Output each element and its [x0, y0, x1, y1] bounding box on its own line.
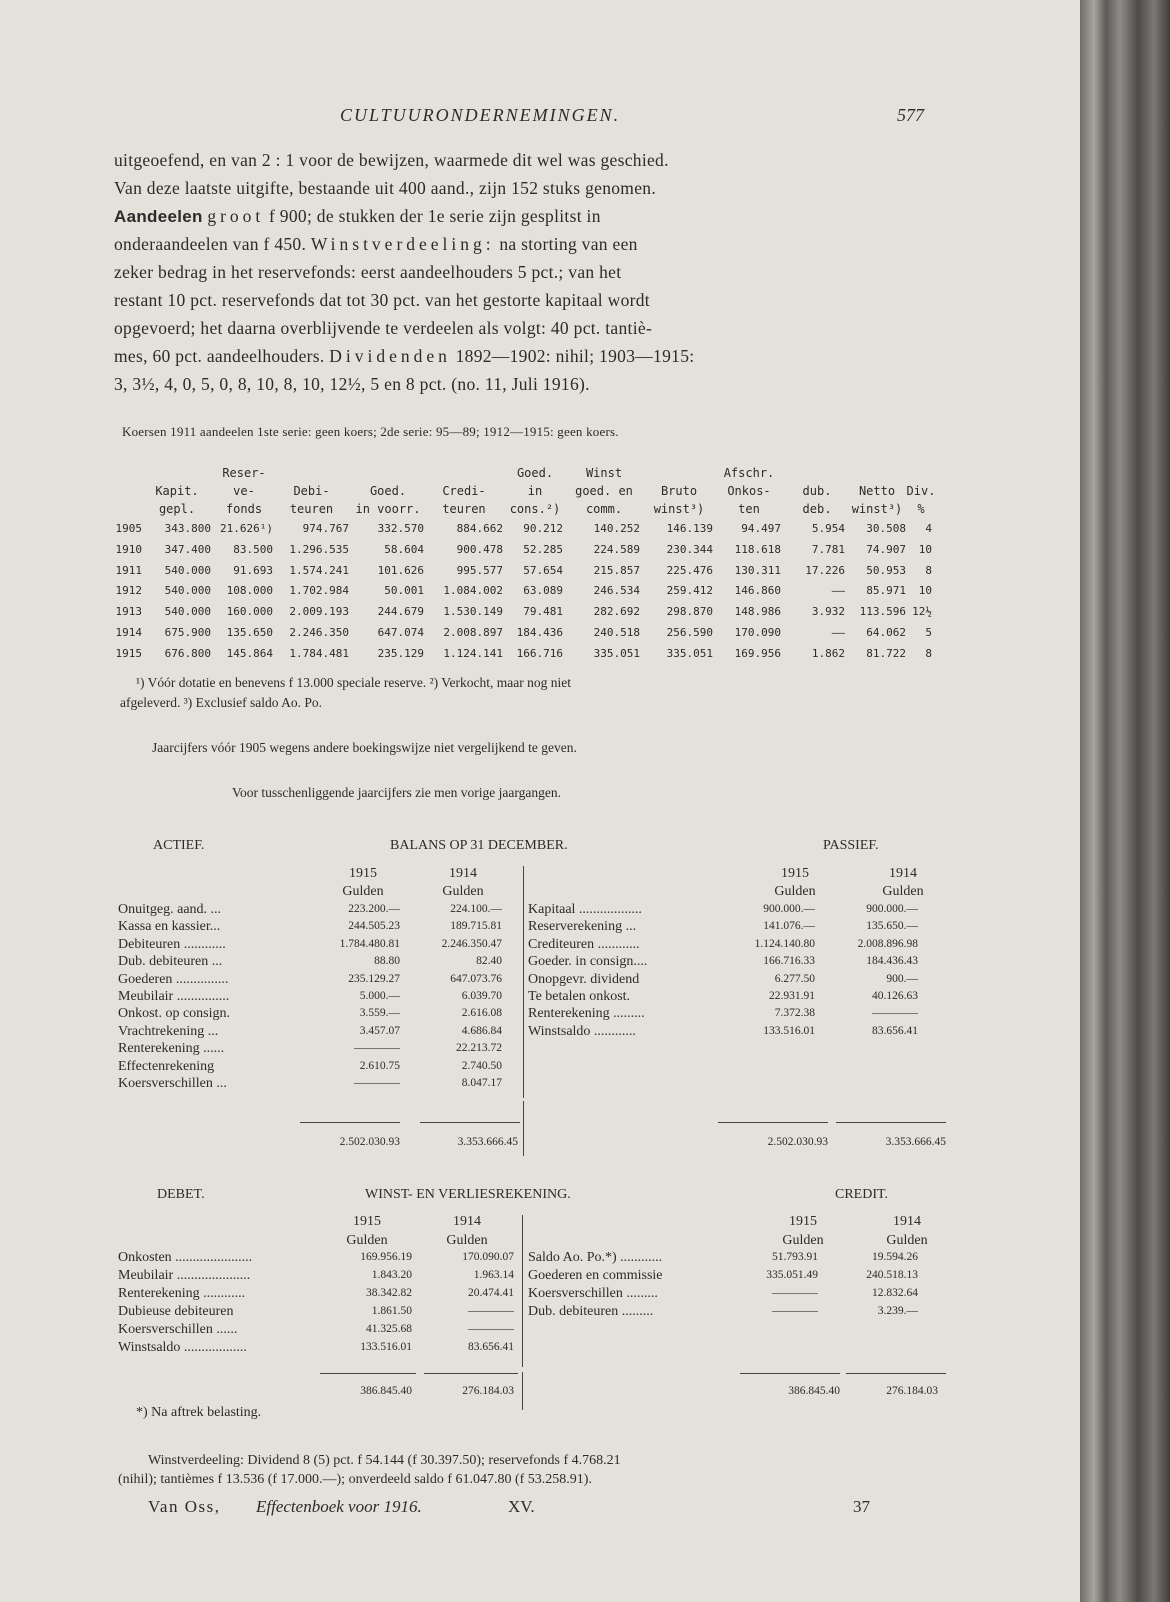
table-cell: 335.051: [593, 646, 640, 660]
winst-credit-label: Saldo Ao. Po.*) ............: [528, 1250, 663, 1265]
jaarcijfers-note: Jaarcijfers vóór 1905 wegens andere boekingswijze niet vergelijkend te geven.: [152, 740, 577, 755]
table-cell: 335.051: [666, 646, 713, 660]
balans-passief-value-1914: 900.000.—: [866, 903, 918, 915]
balans-actief-value-1914: 2.616.08: [461, 1007, 502, 1020]
table-cell: 140.252: [593, 522, 640, 535]
winst-footnote: *) Na aftrek belasting.: [136, 1405, 262, 1420]
balans-passief-value-1914: 2.008.896.98: [857, 937, 918, 950]
balans-actief-value-1914: 224.100.—: [450, 903, 502, 915]
body-line-8-b: 1892—1902: nihil; 1903—1915:: [455, 346, 695, 366]
balans-actief-value-1914: 2.246.350.47: [441, 937, 502, 950]
balans-actief-label: Koersverschillen ...: [118, 1076, 227, 1091]
table-cell: 130.311: [734, 563, 781, 577]
winst-credit-value-1914: 19.594.26: [872, 1251, 918, 1263]
table-header-cell: Debi-: [293, 484, 330, 498]
winst-right-year1: 1915: [789, 1214, 817, 1229]
table-cell: 995.577: [456, 563, 503, 577]
table-cell: 91.693: [233, 563, 273, 577]
balans-actief-value-1914: 2.740.50: [461, 1059, 502, 1072]
balans-passief-label: Crediteuren ............: [528, 936, 640, 952]
table-cell: 244.679: [377, 605, 424, 619]
body-line-9: 3, 3½, 4, 0, 5, 0, 8, 10, 8, 10, 12½, 5 en 8 pct. (no. 11, Juli 1916).: [114, 374, 590, 394]
table-cell: 5: [925, 626, 932, 639]
winst-right-rule-2: [846, 1373, 946, 1374]
winst-right-total-1915: 386.845.40: [788, 1385, 840, 1397]
winst-left-rule-1: [320, 1373, 416, 1374]
table-cell: 259.412: [666, 584, 713, 598]
table-row-year: 1913: [115, 605, 142, 619]
balans-right-unit1: Gulden: [774, 884, 816, 899]
table-cell: 540.000: [164, 584, 211, 598]
table-header-cell: Winst: [585, 466, 623, 480]
table-cell: 52.285: [523, 542, 563, 556]
winst-credit-value-1914: 240.518.13: [866, 1269, 918, 1281]
balans-divider: [523, 866, 524, 1098]
winst-debet-label: Dubieuse debiteuren: [118, 1304, 234, 1319]
table-header-cell: winst³): [653, 502, 705, 516]
balans-passief-value-1915: 166.716.33: [763, 955, 815, 968]
table-row-year: 1914: [115, 626, 142, 639]
table-cell: 50.001: [384, 584, 424, 598]
balans-actief-value-1914: 647.073.76: [450, 972, 502, 985]
winst-debet-value-1914: 170.090.07: [462, 1251, 514, 1263]
table-cell: 540.000: [164, 605, 211, 619]
winst-debet-value-1914: ————: [468, 1323, 514, 1335]
voor-note: Voor tusschenliggende jaarcijfers zie men vorige jaargangen.: [232, 785, 562, 800]
winst-debet-value-1915: 169.956.19: [360, 1251, 412, 1263]
balans-actief-label: Effectenrekening: [118, 1058, 215, 1074]
table-cell: 21.626¹): [220, 522, 273, 535]
closing-line-2: (nihil); tantièmes f 13.536 (f 17.000.—); onverdeeld saldo f 61.047.80 (f 53.258.91).: [118, 1472, 592, 1487]
winst-debet-value-1915: 41.325.68: [366, 1323, 412, 1335]
balans-actief-value-1915: 3.559.—: [359, 1007, 400, 1020]
winst-credit-label: Koersverschillen .........: [528, 1286, 658, 1301]
balans-actief-value-1914: 4.686.84: [461, 1024, 502, 1037]
table-cell: 30.508: [866, 522, 906, 535]
table-cell: 170.090: [734, 626, 781, 639]
balans-left-year2: 1914: [449, 866, 477, 881]
table-cell: 166.716: [516, 646, 563, 660]
table-header-cell: Goed.: [369, 484, 407, 498]
winst-debet-value-1915: 1.861.50: [371, 1305, 412, 1317]
table-cell: 8: [925, 646, 932, 660]
balans-actief-label: Kassa en kassier...: [118, 919, 221, 935]
winst-left-unit1: Gulden: [346, 1233, 388, 1248]
table-cell: 240.518: [593, 626, 640, 639]
body-line-5: zeker bedrag in het reservefonds: eerst aandeelhouders 5 pct.; van het: [114, 262, 622, 282]
table-cell: 7.781: [811, 542, 845, 556]
table-cell: 2.008.897: [443, 626, 503, 639]
table-cell: 10: [918, 542, 932, 556]
table-cell: 118.618: [734, 542, 781, 556]
balans-left-total-1914: 3.353.666.45: [457, 1136, 518, 1148]
winst-right-rule-1: [740, 1373, 840, 1374]
balans-actief-label: Onuitgeg. aand. ...: [118, 902, 222, 917]
winst-credit-value-1914: 3.239.—: [877, 1305, 918, 1317]
running-title: CULTUURONDERNEMINGEN.: [340, 105, 621, 125]
groot-word: groot: [207, 206, 265, 226]
winst-credit-label: Goederen en commissie: [528, 1268, 663, 1283]
table-header-cell: teuren: [442, 502, 486, 516]
table-cell: 2.246.350: [289, 626, 349, 639]
winst-left-year2: 1914: [453, 1214, 481, 1229]
table-cell: 79.481: [523, 605, 563, 619]
balans-actief-label: Meubilair ...............: [118, 989, 230, 1004]
table-cell: ——: [831, 584, 845, 598]
table-cell: 900.478: [456, 542, 503, 556]
winst-right-total-1914: 276.184.03: [886, 1385, 938, 1397]
body-line-2: Van deze laatste uitgifte, bestaande uit 400 aand., zijn 152 stuks genomen.: [114, 178, 657, 198]
footer-author: Van Oss,: [148, 1497, 221, 1516]
balans-actief-value-1915: 5.000.—: [359, 990, 400, 1002]
closing-line-1: Winstverdeeling: Dividend 8 (5) pct. f 54.144 (f 30.397.50); reservefonds f 4.768.21: [148, 1453, 621, 1468]
table-cell: 146.139: [666, 522, 713, 535]
table-cell: 347.400: [164, 542, 211, 556]
table-cell: 1.862: [811, 646, 845, 660]
balans-title: BALANS OP 31 DECEMBER.: [390, 838, 568, 853]
balans-right-rule-2: [836, 1122, 946, 1123]
footer-sheet-number: 37: [853, 1497, 870, 1516]
winst-debet-value-1914: 1.963.14: [473, 1269, 514, 1281]
balans-passief-value-1914: 135.650.—: [866, 920, 918, 933]
table-cell: 81.722: [866, 646, 906, 660]
table-cell: 1.530.149: [443, 605, 503, 619]
balans-passief-value-1915: 7.372.38: [774, 1007, 815, 1020]
balans-actief-label: Renterekening ......: [118, 1041, 225, 1057]
balans-passief-value-1914: 40.126.63: [872, 990, 918, 1002]
table-cell: 64.062: [866, 626, 906, 639]
table-header-cell: teuren: [289, 502, 334, 516]
table-cell: 298.870: [666, 605, 713, 619]
table-cell: 675.900: [164, 626, 211, 639]
winst-debet-value-1915: 1.843.20: [371, 1269, 412, 1281]
balans-actief-value-1915: ————: [354, 1077, 400, 1089]
balans-passief-label: Goeder. in consign....: [528, 954, 648, 970]
balans-actief-value-1914: 6.039.70: [461, 990, 502, 1002]
winst-credit-value-1915: ————: [772, 1287, 818, 1299]
table-cell: ——: [831, 626, 845, 639]
body-line-8-a: mes, 60 pct. aandeelhouders.: [114, 346, 325, 366]
winst-credit-value-1915: 335.051.49: [766, 1269, 818, 1281]
footer-volume: XV.: [508, 1497, 535, 1516]
balans-actief-value-1915: 88.80: [374, 955, 400, 968]
body-line-1: uitgeoefend, en van 2 : 1 voor de bewijzen, waarmede dit wel was geschied.: [114, 150, 669, 170]
table-cell: 235.129: [377, 646, 424, 660]
winst-credit-value-1915: 51.793.91: [772, 1251, 818, 1263]
balans-actief-value-1915: 223.200.—: [348, 903, 400, 915]
table-cell: 1.574.241: [289, 563, 349, 577]
balans-passief-value-1914: 900.—: [886, 972, 918, 985]
table-header-cell: Credi-: [442, 484, 486, 498]
table-cell: 1.784.481: [289, 646, 349, 660]
winst-debet-label: Koersverschillen ......: [118, 1322, 238, 1337]
balans-actief-value-1915: 3.457.07: [359, 1024, 400, 1037]
balans-actief-label: Onkost. op consign.: [118, 1006, 230, 1022]
winst-debet-label: Onkosten ......................: [118, 1250, 253, 1265]
balans-actief-value-1915: 235.129.27: [348, 972, 400, 985]
body-line-3: [114, 206, 601, 227]
table-cell: 1.124.141: [443, 646, 503, 660]
table-header-cell: Netto: [858, 484, 896, 498]
table-header-cell: Kapit.: [155, 484, 199, 498]
table-cell: 246.534: [593, 584, 640, 598]
winst-debet-value-1915: 38.342.82: [366, 1287, 412, 1299]
balans-right-year2: 1914: [889, 866, 917, 881]
table-header-cell: in: [527, 484, 543, 498]
balans-passief-label: Te betalen onkost.: [528, 989, 631, 1004]
table-cell: 50.953: [866, 563, 906, 577]
winst-debet-label: Meubilair .....................: [118, 1268, 251, 1283]
table-cell: 108.000: [226, 584, 273, 598]
winst-right-year2: 1914: [893, 1214, 921, 1229]
table-header-cell: comm.: [585, 502, 623, 516]
table-header-cell: cons.²): [509, 502, 561, 516]
table-cell: 12½: [912, 605, 932, 619]
table-row-year: 1905: [115, 522, 142, 535]
table-cell: 83.500: [233, 542, 273, 556]
table-cell: 58.604: [384, 542, 424, 556]
table-cell: 101.626: [377, 563, 424, 577]
winst-left-total-1915: 386.845.40: [360, 1385, 412, 1397]
table-header-cell: ve-: [233, 484, 255, 498]
balans-passief-label: Renterekening .........: [528, 1006, 645, 1022]
balans-actief-label: Dub. debiteuren ...: [118, 954, 223, 970]
table-header-cell: dub.: [802, 484, 832, 498]
balans-passief-value-1915: 133.516.01: [763, 1024, 815, 1037]
footer-book-title: Effectenboek voor 1916.: [256, 1497, 422, 1516]
table-cell: 540.000: [164, 563, 211, 577]
table-cell: 3.932: [811, 605, 845, 619]
table-cell: 17.226: [805, 563, 845, 577]
balans-actief-label: Goederen ...............: [118, 971, 229, 987]
winst-debet-value-1914: 20.474.41: [468, 1287, 514, 1299]
table-header-cell: goed. en: [575, 484, 633, 498]
table-row-year: 1911: [115, 563, 142, 577]
table-header-cell: Afschr.: [723, 466, 775, 480]
balans-passief-value-1915: 22.931.91: [769, 990, 815, 1002]
table-cell: 5.954: [811, 522, 845, 535]
balans-passief-value-1915: 900.000.—: [763, 903, 815, 915]
table-cell: 332.570: [377, 522, 424, 535]
table-cell: 256.590: [666, 626, 713, 639]
table-cell: 4: [925, 522, 932, 535]
balans-actief-value-1914: 22.213.72: [456, 1042, 502, 1055]
table-cell: 74.907: [866, 542, 906, 556]
balans-passief-value-1915: 141.076.—: [763, 920, 815, 933]
table-cell: 343.800: [164, 522, 211, 535]
winst-credit-label: Dub. debiteuren .........: [528, 1304, 654, 1319]
table-cell: 57.654: [523, 563, 563, 577]
table-cell: 135.650: [226, 626, 273, 639]
balans-passief-label: Onopgevr. dividend: [528, 971, 640, 987]
table-header-cell: gepl.: [158, 502, 196, 516]
table-cell: 145.864: [226, 646, 273, 660]
balans-passief-label: Reserverekening ...: [528, 919, 637, 935]
winst-left-unit2: Gulden: [446, 1233, 488, 1248]
table-header-cell: Goed.: [516, 466, 554, 480]
balans-right-title: PASSIEF.: [823, 838, 879, 853]
table-header-cell: Div.: [906, 484, 936, 498]
body-line-3-rest: f 900; de stukken der 1e serie zijn gesplitst in: [269, 206, 601, 226]
table-header-cell: Bruto: [660, 484, 698, 498]
table-cell: 113.596: [859, 605, 906, 619]
balans-passief-label: Winstsaldo ............: [528, 1023, 636, 1039]
balans-actief-value-1915: ————: [354, 1042, 400, 1055]
balans-divider-total: [523, 1101, 524, 1156]
table-header-cell: Reser-: [222, 466, 266, 480]
balans-passief-value-1914: 83.656.41: [872, 1024, 918, 1037]
table-header-cell: ten: [738, 502, 760, 516]
winst-title: WINST- EN VERLIESREKENING.: [365, 1187, 571, 1202]
balans-left-title: ACTIEF.: [153, 838, 205, 853]
balans-left-unit1: Gulden: [342, 884, 384, 899]
table-cell: 85.971: [866, 584, 906, 598]
table-row-year: 1910: [115, 542, 142, 556]
table-cell: 230.344: [666, 542, 713, 556]
table-cell: 63.089: [523, 584, 563, 598]
table-cell: 1.084.002: [443, 584, 503, 598]
table-header-cell: %: [917, 502, 925, 516]
balans-right-total-1915: 2.502.030.93: [767, 1136, 828, 1148]
table-cell: 94.497: [741, 522, 781, 535]
winst-debet-label: Renterekening ............: [118, 1286, 246, 1301]
winst-right-title: CREDIT.: [835, 1187, 889, 1202]
table-row-year: 1915: [115, 646, 142, 660]
table-cell: 884.662: [456, 522, 503, 535]
balans-actief-value-1914: 8.047.17: [461, 1077, 502, 1089]
balans-passief-value-1915: 6.277.50: [774, 972, 815, 985]
winst-credit-value-1914: 12.832.64: [872, 1287, 918, 1299]
winst-left-title: DEBET.: [157, 1187, 205, 1202]
body-line-4: [114, 234, 638, 255]
winst-right-unit2: Gulden: [886, 1233, 928, 1248]
winst-debet-value-1915: 133.516.01: [360, 1341, 412, 1353]
balans-actief-value-1914: 189.715.81: [450, 920, 502, 933]
aandeelen-label: Aandeelen: [114, 207, 203, 226]
balans-right-year1: 1915: [781, 866, 809, 881]
balans-right-unit2: Gulden: [882, 884, 924, 899]
table-cell: 1.296.535: [289, 542, 349, 556]
body-line-6: restant 10 pct. reservefonds dat tot 30 pct. van het gestorte kapitaal wordt: [114, 290, 650, 310]
table-cell: 2.009.193: [289, 605, 349, 619]
balans-left-year1: 1915: [349, 866, 377, 881]
table-cell: 148.986: [734, 605, 781, 619]
balans-right-rule-1: [718, 1122, 828, 1123]
table-cell: 647.074: [377, 626, 424, 639]
balans-left-rule-2: [420, 1122, 520, 1123]
table-footnote-2: afgeleverd. ³) Exclusief saldo Ao. Po.: [120, 695, 322, 710]
table-header-cell: Onkos-: [727, 484, 771, 498]
winst-right-unit1: Gulden: [782, 1233, 824, 1248]
balans-passief-value-1915: 1.124.140.80: [754, 937, 815, 950]
table-cell: 8: [925, 563, 932, 577]
table-cell: 224.589: [593, 542, 640, 556]
winst-left-year1: 1915: [353, 1214, 381, 1229]
body-line-8: [114, 346, 694, 367]
dividenden-word: Dividenden: [329, 346, 451, 366]
balans-left-total-1915: 2.502.030.93: [339, 1136, 400, 1148]
table-cell: 10: [918, 584, 932, 598]
table-cell: 184.436: [516, 626, 563, 639]
table-header-cell: fonds: [225, 502, 263, 516]
page-number: 577: [897, 105, 924, 125]
winst-debet-value-1914: ————: [468, 1305, 514, 1317]
table-cell: 215.857: [593, 563, 640, 577]
table-header-cell: deb.: [802, 502, 832, 516]
table-cell: 90.212: [523, 522, 563, 535]
table-cell: 225.476: [666, 563, 713, 577]
balans-actief-value-1915: 244.505.23: [348, 920, 400, 933]
table-cell: 1.702.984: [289, 584, 349, 598]
winst-credit-value-1915: ————: [772, 1305, 818, 1317]
winstverdeeling-word: Winstverdeeling:: [310, 234, 495, 254]
table-row-year: 1912: [115, 584, 142, 598]
winst-left-rule-2: [424, 1373, 518, 1374]
balans-actief-value-1914: 82.40: [476, 955, 502, 968]
table-header-cell: winst³): [851, 502, 903, 516]
koersen-line: Koersen 1911 aandeelen 1ste serie: geen koers; 2de serie: 95—89; 1912—1915: geen koers.: [122, 424, 619, 439]
table-cell: 676.800: [164, 646, 211, 660]
book-page-edges: [1080, 0, 1170, 1602]
table-footnote-1: ¹) Vóór dotatie en benevens f 13.000 speciale reserve. ²) Verkocht, maar nog niet: [136, 675, 571, 690]
table-header-cell: in voorr.: [355, 502, 421, 516]
body-line-7: opgevoerd; het daarna overblijvende te verdeelen als volgt: 40 pct. tantiè-: [114, 318, 653, 338]
balans-passief-label: Kapitaal ..................: [528, 902, 642, 917]
balans-actief-value-1915: 2.610.75: [359, 1059, 400, 1072]
winst-divider-total: [522, 1372, 523, 1410]
winst-debet-label: Winstsaldo ..................: [118, 1340, 247, 1355]
balans-actief-label: Vrachtrekening ...: [118, 1023, 219, 1039]
winst-debet-value-1914: 83.656.41: [468, 1341, 514, 1353]
balans-left-rule-1: [300, 1122, 400, 1123]
body-line-4-a: onderaandeelen van f 450.: [114, 234, 307, 254]
table-cell: 146.860: [734, 584, 781, 598]
balans-passief-value-1914: ————: [872, 1007, 918, 1020]
balans-actief-value-1915: 1.784.480.81: [339, 937, 400, 950]
balans-right-total-1914: 3.353.666.45: [885, 1136, 946, 1148]
table-cell: 282.692: [593, 605, 640, 619]
balans-passief-value-1914: 184.436.43: [866, 955, 918, 968]
table-cell: 974.767: [302, 522, 349, 535]
winst-left-total-1914: 276.184.03: [462, 1385, 514, 1397]
body-line-4-b: na storting van een: [499, 234, 638, 254]
table-cell: 169.956: [734, 646, 781, 660]
table-cell: 160.000: [226, 605, 273, 619]
balans-actief-label: Debiteuren ............: [118, 936, 226, 952]
winst-divider: [522, 1215, 523, 1367]
balans-left-unit2: Gulden: [442, 884, 484, 899]
